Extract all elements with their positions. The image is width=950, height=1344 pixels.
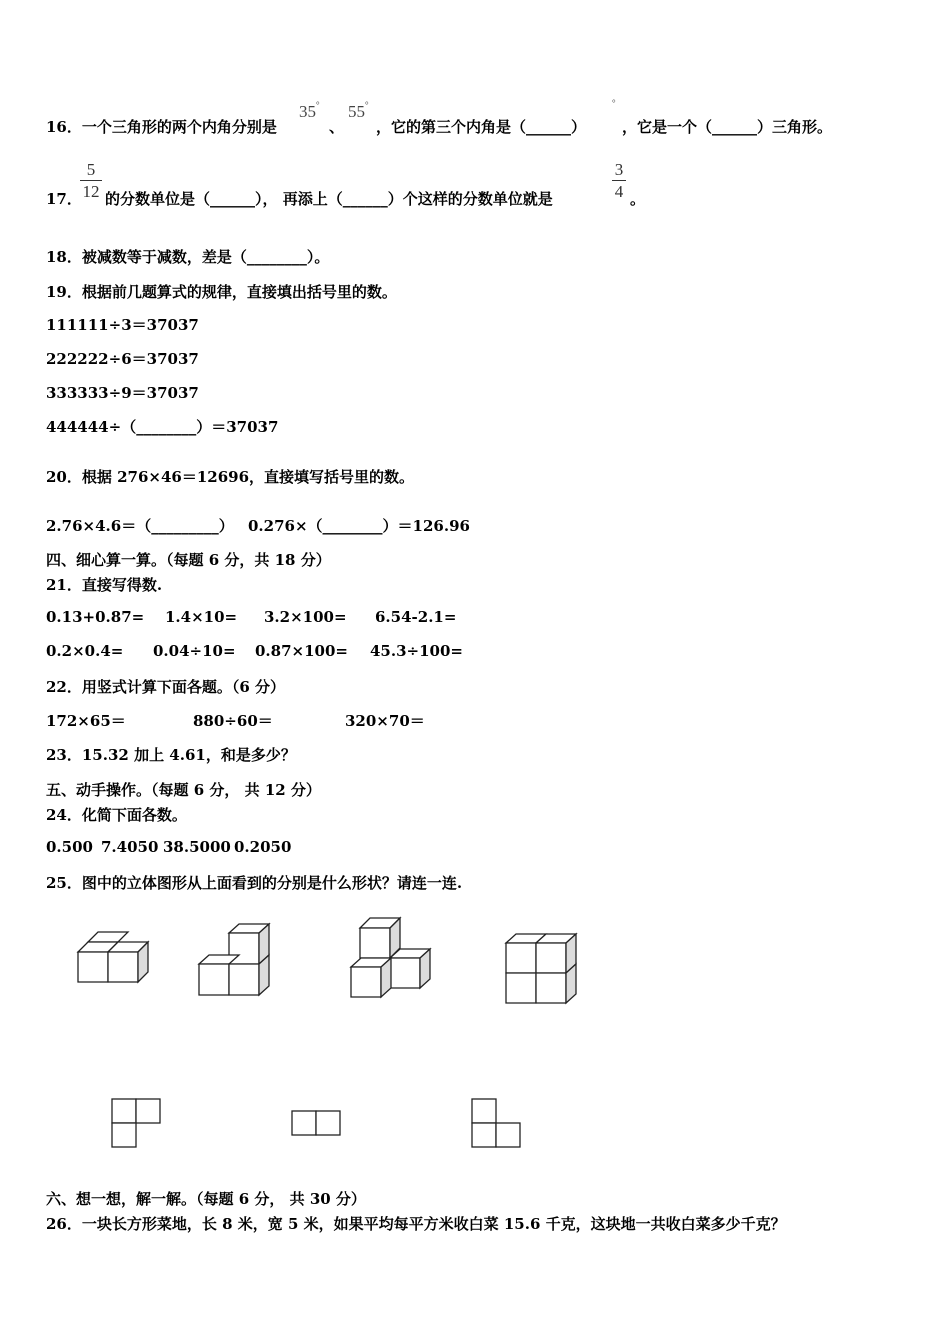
solid-figure-4: [498, 925, 588, 1010]
q16-text-middle: ，它的第三个内角是（______）: [376, 118, 587, 136]
q19-title: 19．根据前几题算式的规律，直接填出括号里的数。: [46, 283, 397, 301]
q17-fraction-1: 5 12: [80, 160, 102, 201]
q22-expr: 320×70＝: [345, 712, 425, 730]
q17-number: 17．: [46, 190, 82, 208]
q16-blank-degree: °: [612, 98, 616, 108]
q17-fraction-2: 3 4: [612, 160, 626, 201]
q21-expr: 6.54-2.1=: [375, 608, 457, 626]
top-view-shape-1: [110, 1097, 165, 1149]
q18-text: 18．被减数等于减数，差是（________）。: [46, 248, 330, 266]
q20-item-1: 2.76×4.6＝（_________）: [46, 517, 234, 535]
q21-expr: 3.2×100=: [264, 608, 347, 626]
q24-number: 0.500: [46, 838, 93, 856]
q21-expr: 0.2×0.4=: [46, 642, 124, 660]
section-4-heading: 四、细心算一算。（每题 6 分，共 18 分）: [46, 551, 331, 569]
q21-expr: 0.04÷10=: [153, 642, 236, 660]
q20-item-2: 0.276×（________）＝126.96: [248, 517, 470, 535]
q21-expr: 0.13+0.87=: [46, 608, 145, 626]
q21-expr: 45.3÷100=: [370, 642, 463, 660]
solid-figure-2: [192, 920, 282, 1000]
q26-text: 26．一块长方形菜地，长 8 米，宽 5 米，如果平均每平方米收白菜 15.6 千克，这块地一共收白菜多少千克？: [46, 1215, 786, 1233]
section-6-heading: 六、想一想，解一解。（每题 6 分， 共 30 分）: [46, 1190, 366, 1208]
section-5-heading: 五、动手操作。（每题 6 分， 共 12 分）: [46, 781, 321, 799]
q19-line-1: 111111÷3＝37037: [46, 316, 199, 334]
q21-expr: 1.4×10=: [165, 608, 238, 626]
q16-angle2: 55°: [348, 100, 369, 121]
q22-expr: 880÷60＝: [193, 712, 273, 730]
q19-line-2: 222222÷6＝37037: [46, 350, 199, 368]
q16-text-before: 16．一个三角形的两个内角分别是: [46, 118, 277, 136]
q20-title: 20．根据 276×46＝12696，直接填写括号里的数。: [46, 468, 415, 486]
q24-title: 24．化简下面各数。: [46, 806, 187, 824]
q24-number: 0.2050: [234, 838, 292, 856]
solid-figure-1: [70, 935, 160, 995]
q16-separator: 、: [329, 118, 345, 136]
q25-title: 25．图中的立体图形从上面看到的分别是什么形状？请连一连.: [46, 874, 463, 892]
q19-line-4: 444444÷（________）＝37037: [46, 418, 279, 436]
q21-expr: 0.87×100=: [255, 642, 348, 660]
q16-angle1: 35°: [299, 100, 320, 121]
q17-text-end: 。: [630, 190, 646, 208]
q17-text-middle: 的分数单位是（______）， 再添上（______）个这样的分数单位就是: [105, 190, 553, 208]
q22-expr: 172×65＝: [46, 712, 126, 730]
q21-title: 21．直接写得数.: [46, 576, 163, 594]
q24-number: 7.4050: [101, 838, 159, 856]
q19-line-3: 333333÷9＝37037: [46, 384, 199, 402]
q24-number: 38.5000: [163, 838, 231, 856]
q22-title: 22．用竖式计算下面各题。（6 分）: [46, 678, 286, 696]
q23-text: 23．15.32 加上 4.61，和是多少？: [46, 746, 296, 764]
q16-text-after: ，它是一个（______）三角形。: [622, 118, 833, 136]
solid-figure-3: [344, 912, 439, 1002]
top-view-shape-2: [290, 1109, 345, 1137]
top-view-shape-3: [470, 1097, 525, 1149]
